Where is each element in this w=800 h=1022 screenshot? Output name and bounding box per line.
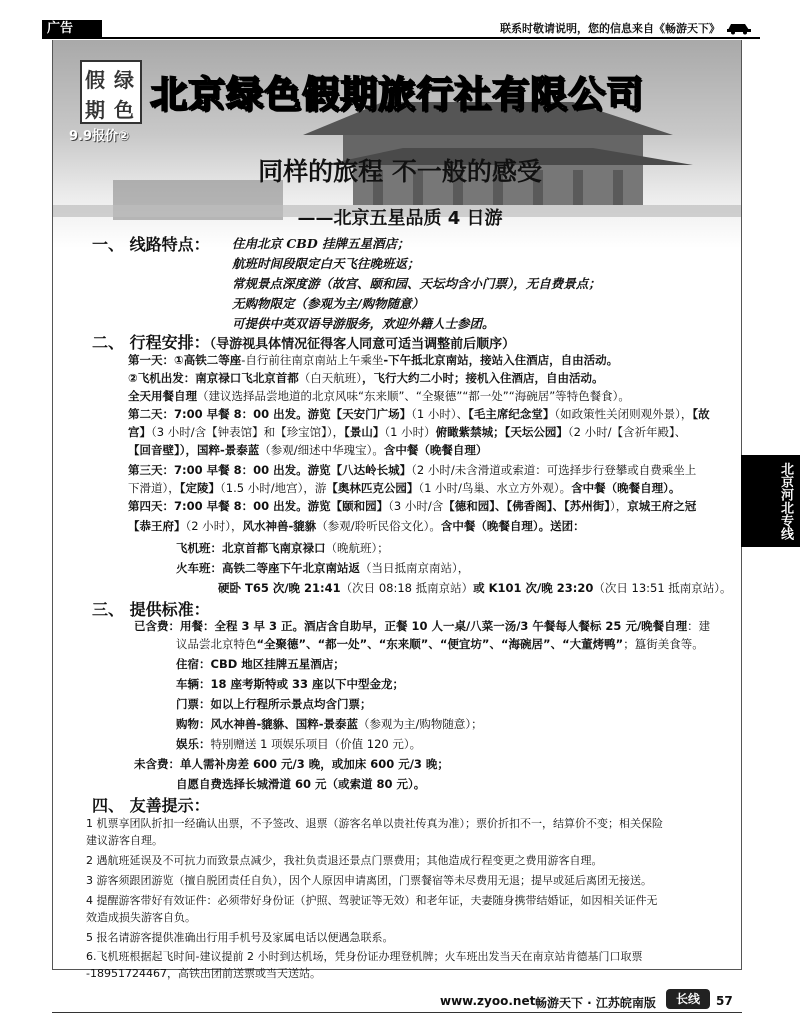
itinerary-text: （1 小时）	[384, 425, 436, 439]
itinerary-text: （如政策性关闭则观外景），	[554, 407, 693, 421]
itinerary-bold: 【回音壁】），国粹-景泰蓝	[128, 443, 260, 457]
standard-line	[176, 736, 421, 752]
itinerary-text: （1 小时）、	[411, 407, 469, 421]
itinerary-text: （2 小时/未含滑道或索道：可选择步行登攀或自费乘坐上	[411, 463, 697, 477]
itinerary-line	[128, 352, 618, 368]
itinerary-line	[128, 480, 680, 496]
logo-char: 假	[85, 68, 105, 92]
tip-line: 建议游客自理。	[86, 834, 163, 847]
itinerary-line	[128, 518, 585, 534]
standard-line	[176, 716, 483, 732]
standard-bold: 自愿自费选择长城滑道 60 元（或索道 80 元）。	[176, 777, 426, 791]
standard-bold: 住宿：CBD 地区挂牌五星酒店；	[176, 657, 345, 671]
footer-url[interactable]: www.zyoo.net	[440, 994, 536, 1008]
itinerary-text: （2 小时），	[185, 519, 243, 533]
itinerary-bold: 第一天：①高铁二等座	[128, 353, 242, 367]
company-name: 北京绿色假期旅行社有限公司	[150, 73, 644, 116]
itinerary-bold: 含中餐（晚餐自理）	[383, 443, 488, 457]
itinerary-text: （白天航班）	[298, 371, 362, 385]
footer-rule	[52, 1012, 742, 1013]
standard-bold: 门票：如以上行程所示景点均含门票；	[176, 697, 372, 711]
logo-char: 期	[85, 98, 105, 122]
logo-char: 绿	[114, 68, 134, 92]
itinerary-line	[128, 424, 686, 440]
standard-line	[176, 636, 704, 652]
standard-text: 议品尝北京特色	[176, 637, 257, 651]
tip-line: 1 机票享团队折扣一经确认出票，不予签改、退票（游客名单以贵社传真为准）；票价折扣不一，结算价不变；相关保险	[86, 817, 663, 830]
tip-line: 3 游客须跟团游览（擅自脱团责任自负），因个人原因申请离团，门票餐宿等未尽费用无退；提早或延后离团无接送。	[86, 874, 652, 887]
tip-line: -18951724467，高铁出团前送票或当天送站。	[86, 967, 321, 980]
standard-line	[176, 656, 345, 672]
itinerary-bold: 【毛主席纪念堂】	[468, 407, 555, 421]
itinerary-bold: 第二天：7:00 早餐 8：00 出发。游览【天安门广场】	[128, 407, 412, 421]
itinerary-bold: -下午抵北京南站，接站入住酒店，自由活动。	[383, 353, 619, 367]
itinerary-bold: 【景山】	[344, 425, 385, 439]
standard-text: ：建	[687, 619, 711, 633]
itinerary-bold: 【德和园】、【佛香阁】、【苏州街】	[443, 499, 610, 513]
itinerary-text: （次日 08:18 抵南京站）	[340, 581, 474, 595]
itinerary-bold: 【恭王府】	[128, 519, 186, 533]
standard-line	[134, 618, 710, 634]
itinerary-line	[128, 406, 710, 422]
itinerary-text: （次日 13:51 抵南京站）。	[593, 581, 732, 595]
itinerary-bold: 京城王府之冠	[627, 499, 697, 513]
itinerary-bold: 或 K101 次/晚 23:20	[473, 581, 594, 595]
itinerary-bold: 【故	[692, 407, 710, 421]
tour-subtitle: ——北京五星品质 4 日游	[297, 208, 503, 229]
itinerary-bold: 俯瞰紫禁城；【天坛公园】	[435, 425, 568, 439]
itinerary-text: -自行前往南京南站上午乘坐	[241, 353, 384, 367]
itinerary-text: （参观/聆听民俗文化）。	[316, 519, 441, 533]
itinerary-text: ），	[609, 499, 628, 513]
standard-line	[176, 676, 404, 692]
section-title-text: 二、 行程安排：	[92, 333, 210, 352]
standard-bold: 娱乐：	[176, 737, 211, 751]
standard-line	[176, 776, 425, 792]
itinerary-line	[128, 462, 696, 478]
price-tag: 9.9报价②	[69, 129, 130, 144]
itinerary-bold: 【奥林匹克公园】	[326, 481, 419, 495]
tip-line: 6.飞机班根据起飞时间-建议提前 2 小时到达机场，凭身份证办理登机牌；火车班出发当天在南京站肯德基门口取票	[86, 950, 643, 963]
header-rule	[42, 37, 760, 39]
standard-bold: 已含费：用餐：全程 3 早 3 正。酒店含自助早，正餐 10 人一桌/八菜一汤/3 午餐每人餐标 25 元/晚餐自理	[134, 619, 688, 633]
header-note: 联系时敬请说明，您的信息来自《畅游天下》	[500, 22, 720, 35]
itinerary-text: （3 小时/含【钟表馆】和【珍宝馆】），	[151, 425, 345, 439]
standard-bold: 车辆：18 座考斯特或 33 座以下中型金龙；	[176, 677, 405, 691]
itinerary-bold: ②飞机出发：南京禄口飞北京首都	[128, 371, 299, 385]
section-title: 四、 友善提示：	[92, 796, 210, 815]
itinerary-bold: 火车班：高铁二等座下午北京南站返	[176, 561, 360, 575]
itinerary-text: （当日抵南京南站），	[360, 561, 470, 575]
itinerary-text: （1.5 小时/地宫），游	[220, 481, 327, 495]
itinerary-bold: 【定陵】	[179, 481, 220, 495]
itinerary-line	[128, 498, 696, 514]
itinerary-text: （2 小时/【含祈年殿】、	[567, 425, 687, 439]
tip-line: 4 提醒游客带好有效证件：必须带好身份证（护照、驾驶证等无效）和老年证，夫妻随身携带结婚证，如因相关证件无	[86, 894, 658, 907]
standard-text: 特别赠送 1 项娱乐项目（价值 120 元）。	[210, 737, 422, 751]
itinerary-text: （3 小时/含	[388, 499, 444, 513]
logo-char: 色	[114, 98, 134, 122]
footer-badge: 长线	[666, 989, 710, 1009]
standard-bold: “全聚德”、“都一处”、“东来顺”、“便宜坊”、“海碗居”、“大董烤鸭”	[256, 637, 624, 651]
itinerary-bold: 全天用餐自理	[128, 389, 197, 403]
feature-line: 航班时间段限定白天飞往晚班返；	[232, 256, 420, 271]
itinerary-bold: 含中餐（晚餐自理）。	[571, 481, 681, 495]
standard-text: （参观为主/购物随意）；	[358, 717, 483, 731]
itinerary-line	[128, 370, 604, 386]
standard-text: ；簋街美食等。	[623, 637, 704, 651]
itinerary-line	[176, 560, 469, 576]
car-icon	[726, 19, 752, 35]
itinerary-bold: 风水神兽-貔貅	[242, 519, 317, 533]
standard-bold: 购物：风水神兽-貔貅、国粹-景泰蓝	[176, 717, 359, 731]
itinerary-bold: 硬卧 T65 次/晚 21:41	[218, 581, 341, 595]
standard-bold: 未含费：单人需补房差 600 元/3 晚，或加床 600 元/3 晚；	[134, 757, 449, 771]
itinerary-line	[128, 442, 487, 458]
itinerary-text: （1 小时/鸟巢、水立方外观）。	[418, 481, 572, 495]
itinerary-text: （建议选择品尝地道的北京风味“东来顺”、“全聚德”“都一处”“海碗居”等特色餐食）。	[197, 389, 630, 403]
standard-line	[134, 756, 449, 772]
footer-brand: 畅游天下 · 江苏皖南版	[535, 996, 656, 1010]
tip-line: 5 报名请游客提供准确出行用手机号及家属电话以便遇急联系。	[86, 931, 394, 944]
slogan: 同样的旅程 不一般的感受	[258, 157, 542, 186]
itinerary-bold: 含中餐（晚餐自理）。送团：	[440, 519, 585, 533]
ad-label: 广告	[42, 20, 102, 38]
standard-line	[176, 696, 372, 712]
feature-line: 住甪北京 CBD 挂牌五星酒店；	[232, 236, 410, 251]
itinerary-line	[218, 580, 732, 596]
feature-line: 常规景点深度游（故宫、颐和园、天坛均含小门票），无自费景点；	[232, 276, 601, 291]
itinerary-bold: 第三天：7:00 早餐 8：00 出发。游览【八达岭长城】	[128, 463, 412, 477]
itinerary-bold: 宫】	[128, 425, 151, 439]
top-header	[0, 0, 800, 40]
itinerary-text: 下滑道），	[128, 481, 180, 495]
page-number: 57	[716, 994, 733, 1008]
tip-line: 2 遇航班延误及不可抗力而致景点减少，我社负责退还景点门票费用；其他造成行程变更之费用游客自理。	[86, 854, 603, 867]
feature-line: 无购物限定（参观为主/购物随意）	[232, 296, 425, 311]
section-title: 三、 提供标准：	[92, 600, 210, 619]
itinerary-text: （参观/细述中华瑰宝）。	[259, 443, 384, 457]
company-logo	[80, 60, 142, 124]
route-side-tab: 北京河北专线	[741, 455, 800, 547]
itinerary-bold: 飞机班：北京首都飞南京禄口	[176, 541, 326, 555]
feature-line: 可提供中英双语导游服务，欢迎外籍人士参团。	[232, 316, 495, 331]
itinerary-line	[128, 388, 630, 404]
itinerary-text: （晚航班）；	[325, 541, 389, 555]
tip-line: 效造成损失游客自负。	[86, 911, 196, 924]
itinerary-line	[176, 540, 389, 556]
section-note: （导游视具体情况征得客人同意可适当调整前后顺序）	[209, 337, 516, 352]
itinerary-bold: ，飞行大约二小时；接机入住酒店，自由活动。	[362, 371, 604, 385]
section-title: 一、 线路特点：	[92, 235, 210, 254]
itinerary-bold: 第四天：7:00 早餐 8：00 出发。游览【颐和园】	[128, 499, 389, 513]
section-title	[92, 330, 515, 353]
